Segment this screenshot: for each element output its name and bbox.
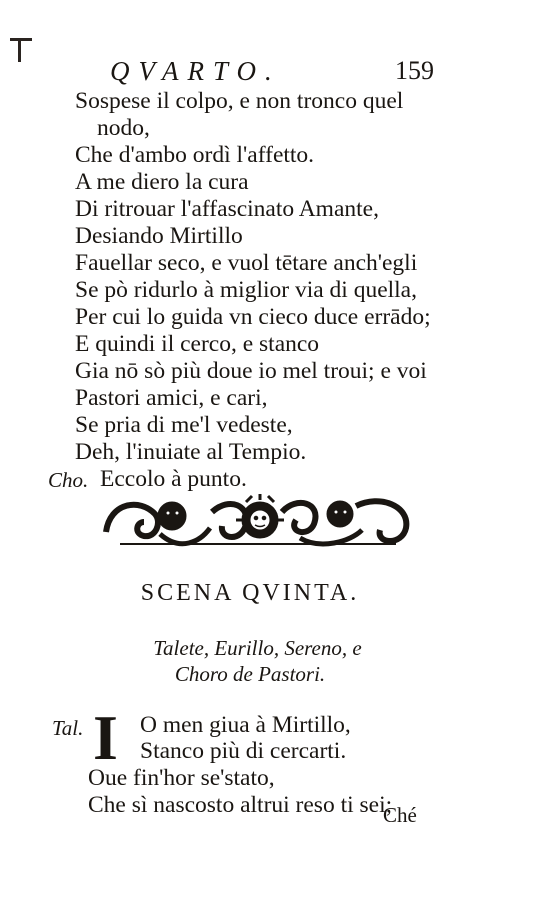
- verse-line: Desiando Mirtillo: [75, 223, 243, 249]
- verse-line: Che sì nascosto altrui reso ti sei;: [88, 792, 393, 818]
- verse-line: Per cui lo guida vn cieco duce errādo;: [75, 304, 431, 330]
- speaker-label-talete: Tal.: [52, 716, 84, 740]
- verse-line: Oue fin'hor se'stato,: [88, 765, 275, 791]
- verse-line: Sospese il colpo, e non tronco quel: [75, 88, 404, 114]
- verse-line: Gia nō sò più doue io mel troui; e voi: [75, 358, 427, 384]
- verse-line: Che d'ambo ordì l'affetto.: [75, 142, 315, 168]
- running-head: QVARTO.: [110, 56, 281, 86]
- verse-line: A me diero la cura: [75, 169, 249, 195]
- margin-rule: [18, 40, 21, 62]
- verse-line: O men giua à Mirtillo,: [140, 712, 351, 738]
- margin-tick: [10, 38, 32, 41]
- verse-line: nodo,: [97, 115, 150, 141]
- verse-line: Di ritrouar l'affascinato Amante,: [75, 196, 379, 222]
- cast-line: Talete, Eurillo, Sereno, e: [153, 636, 362, 660]
- verse-line: Se pria di me'l vedeste,: [75, 412, 293, 438]
- verse-line: Fauellar seco, e vuol tētare anch'egli: [75, 250, 418, 276]
- catchword: Ché: [383, 803, 417, 827]
- speaker-label-chorus: Cho.: [48, 468, 89, 492]
- verse-line: Deh, l'inuiate al Tempio.: [75, 439, 307, 465]
- verse-line: Se pò ridurlo à miglior via di quella,: [75, 277, 417, 303]
- page-number: 159: [395, 56, 434, 85]
- chorus-line: Eccolo à punto.: [100, 466, 247, 492]
- decorative-headpiece: [100, 492, 416, 554]
- cast-line: Choro de Pastori.: [174, 662, 326, 686]
- verse-line: Pastori amici, e cari,: [75, 385, 268, 411]
- verse-line: E quindi il cerco, e stanco: [75, 331, 320, 357]
- verse-line: Stanco più di cercarti.: [140, 738, 347, 764]
- scene-title: SCENA QVINTA.: [140, 580, 360, 606]
- drop-cap: I: [93, 702, 118, 773]
- page-header: [110, 56, 440, 90]
